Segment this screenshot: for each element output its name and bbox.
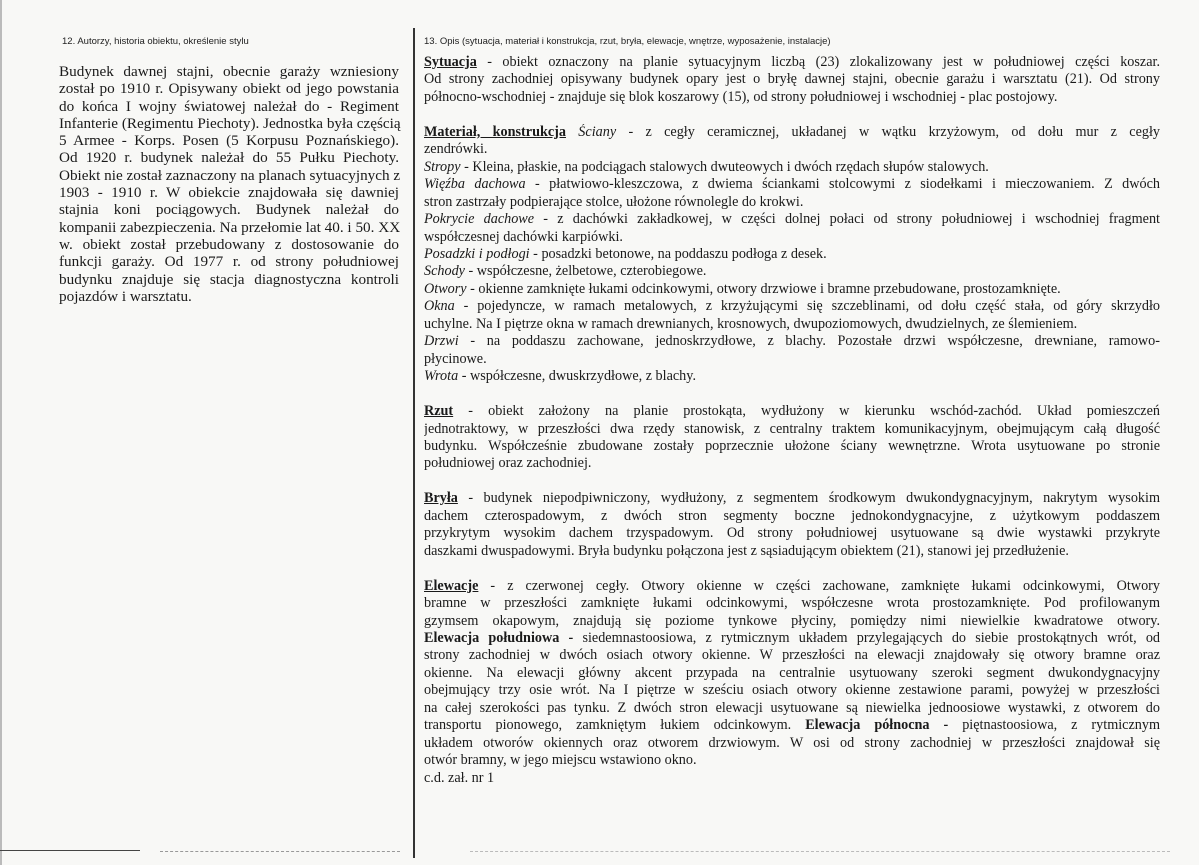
text-line [424,298,1160,315]
elevation-label: Elewacja północna - [805,717,949,734]
text-segment: jednotraktowy, w przeszłości dwa rzędy stanowisk, z centralny traktem komunikacyjnym, obejmującym całą długość [424,420,1160,437]
text-line: stajnia koni pociągowych. Budynek należał do [59,201,399,219]
text-line [424,700,1160,717]
text-segment: c.d. zał. nr 1 [424,769,495,786]
text-segment: gzymsem okapowym, znajdują się poziome tynkowe płyciny, pomiędzy nimi niewielkie kwadratowe otwory. [424,612,1160,629]
text-segment: - posadzki betonowe, na poddaszu podłoga z desek. [529,245,827,262]
text-line [424,630,1160,647]
text-line [424,333,1160,350]
text-line [424,438,1160,455]
text-segment: daszkami dwuspadowymi. Bryła budynku połączona jest z sąsiadującym obiektem (21), stanowi jej przedłużenie. [424,542,1069,559]
description-text [424,54,1160,787]
text-segment: strony zachodniej w dwóch osiach otwory okienne. W przeszłości na elewacji znajdowały się otwory bramne oraz [424,647,1160,664]
text-segment: otwór bramny, w jego miejscu wstawiono okno. [424,752,697,769]
text-line [424,578,1160,595]
text-line [424,717,1160,734]
text-line [424,316,1160,333]
text-line [424,124,1160,141]
text-line: został po 1910 r. Opisywany obiekt od jego powstania [59,80,399,98]
text-line [424,490,1160,507]
text-segment: - okienne zamknięte łukami odcinkowymi, otwory drzwiowe i bramne przebudowane, prostozamknięte. [466,280,1061,297]
text-segment: zendrówki. [424,141,488,158]
text-segment: - z cegły ceramicznej, układanej w wątku krzyżowym, od dołu mur z cegły [616,123,1160,140]
element-label: Okna [424,298,455,315]
text-line: budynku znajduje się stacja diagnostyczna kontroli [59,270,399,288]
bottom-rule-dashed [160,851,400,852]
text-segment: piętnastoosiowa, z rytmicznym [948,717,1160,734]
text-segment [566,124,578,140]
text-segment: północno-wschodniej - znajduje się blok koszarowy (15), od strony południowej i wschodniej - plac postojowy. [424,88,1058,105]
section-heading: Bryła [424,490,458,507]
text-line [424,665,1160,682]
blank-line [424,106,1160,123]
text-segment: Od strony zachodniej opisywany budynek opary jest o bryłę dawnej stajni, obecnie garażu i warsztatu (21). Od strony [424,71,1160,88]
section-heading: Materiał, konstrukcja [424,123,566,140]
text-segment: płycinowe. [424,350,487,367]
text-segment: - na poddaszu zachowane, jednoskrzydłowe, z blachy. Pozostałe drzwi współczesne, drewniane, ramowo- [458,333,1160,350]
element-label: Wrota [424,368,459,385]
text-segment: - z czerwonej cegły. Otwory okienne w części zachowane, zamknięte łukami odcinkowymi, Otwory [478,577,1160,594]
text-line: kompanii zabezpieczenia. Na przełomie lat 40. i 50. XX [59,218,401,236]
text-line: pojazdów i warsztatu. [59,287,192,305]
history-text [59,63,399,305]
text-segment: - płatwiowo-kleszczowa, z dwiema ściankami stolcowymi z siodełkami i mieczowaniem. Z dwóch [525,176,1160,193]
blank-line [424,386,1160,403]
text-line [424,176,1160,193]
element-label: Otwory [424,280,467,297]
text-line [424,682,1160,699]
text-line [424,194,1160,211]
text-segment: przykrytym wysokim dachem trzyspadowym. Od strony południowej usytuowane są dwie wystawki przykryte [424,525,1160,542]
text-segment: - Kleina, płaskie, na podciągach stalowych dwuteowych i dwóch rzędach słupów stalowych. [460,158,989,175]
text-line [424,54,1160,71]
text-line [424,403,1160,420]
text-segment: budynku. Współcześnie zbudowane zostały poprzecznie ułożone ściany wewnętrzne. Wrota usytuowane po stronie [424,437,1160,454]
text-line [424,752,1160,769]
text-segment: - współczesne, żelbetowe, czterobiegowe. [464,263,707,280]
element-label: Więźba dachowa [424,176,526,193]
text-line [424,351,1160,368]
element-label: Ściany [578,123,617,140]
text-line [424,159,1160,176]
text-line [424,368,1160,385]
element-label: Schody [424,263,465,280]
text-segment: - współczesne, dwuskrzydłowe, z blachy. [458,368,696,385]
text-line [424,263,1160,280]
text-line [424,543,1160,560]
text-line [424,508,1160,525]
text-segment: - budynek niepodpiwniczony, wydłużony, z segmentem środkowym dwukondygnacyjnym, nakrytym wysokim [457,490,1160,507]
column-divider [413,28,415,858]
text-segment: bramne w przeszłości zamknięte łukami odcinkowymi, współczesne wrota prostozamknięte. Pod profilowanym [424,595,1160,612]
text-line [424,141,1160,158]
text-line [424,281,1160,298]
text-line [424,595,1160,612]
text-segment: uchylne. Na I piętrze okna w ramach drewnianych, krosnowych, dwupoziomowych, dwudzielnych, ze ślemieniem. [424,315,1078,332]
bottom-rule [0,850,140,851]
text-segment: na całej szerokości pas tynku. Z dwóch stron elewacji usytuowane są niewielka jednoosiowe wystawki, z otworem do [424,699,1160,716]
text-segment: dachem czterospadowym, z dwóch stron segmenty boczne jednokondygnacyjne, z użytkowym poddaszem [424,507,1160,524]
text-segment: współczesnej dachówki karpiówki. [424,228,623,245]
text-line: Infanterie (Regimentu Piechoty). Jednostka była częścią [59,114,401,132]
section-heading: Sytuacja [424,54,477,70]
text-line [424,735,1160,752]
text-segment: południowej oraz zachodniej. [424,455,592,472]
element-label: Stropy [424,158,461,175]
text-line [424,647,1160,664]
text-segment: układem otworów okiennych oraz otworem drzwiowym. W osi od strony zachodniej w przeszłości znajdował się [424,734,1160,751]
blank-line [424,560,1160,577]
text-segment: - z dachówki zakładkowej, w części dolnej połaci od strony południowej i wschodniej fragment [534,211,1160,228]
element-label: Drzwi [424,333,459,350]
text-line [424,229,1160,246]
blank-line [424,473,1160,490]
bottom-rule-dashed-right [470,851,1170,852]
text-segment: - pojedyncze, w ramach metalowych, z krzyżującymi się szczeblinami, od dołu część stała, od góry skrzydło [454,298,1160,315]
text-segment: stron zastrzały podpierające stolce, ułożone równolegle do krokwi. [424,193,804,210]
text-line [424,421,1160,438]
text-line: funkcji garaży. Od 1977 r. od strony południowej [59,253,399,271]
text-segment: - obiekt założony na planie prostokąta, wydłużony w kierunku wschód-zachód. Układ pomieszczeń [453,403,1160,420]
text-segment: siedemnastoosiowa, z rytmicznym układem przylegających do siebie prostokątnych wrót, od [573,629,1160,646]
text-line [424,89,1160,106]
text-line: do końca I wojny światowej należał do - Regiment [59,97,399,115]
text-line [424,455,1160,472]
element-label: Pokrycie dachowe [424,211,535,228]
section-heading: Elewacje [424,577,479,594]
elevation-label: Elewacja południowa - [424,629,574,646]
text-line: 1903 - 1910 r. W obiekcie znajdowała się dawniej [59,184,399,202]
text-segment: transportu pionowego, zamkniętym łukiem odcinkowym. [424,717,806,734]
text-line [424,246,1160,263]
text-segment: okienne. Na elewacji główny akcent przypada na centralnie usytuowany szeroki segment dwukondygnacyjny [424,664,1160,681]
text-line: w. obiekt został przebudowany z dostosowanie do [59,235,399,253]
text-segment: - obiekt oznaczony na planie sytuacyjnym liczbą (23) zlokalizowany jest w południowej części koszar. [476,54,1160,70]
section-heading: Rzut [424,403,454,420]
text-line [424,71,1160,88]
text-segment: obejmujący trzy osie wrót. Na I piętrze w sześciu osiach otwory okienne zestawione parami, powyżej w przeszłości [424,682,1160,699]
text-line: Od 1920 r. budynek należał do 55 Pułku Piechoty. [59,149,399,167]
section-12-header: 12. Autorzy, historia obiektu, określenie stylu [62,36,249,47]
section-13-header: 13. Opis (sytuacja, materiał i konstrukcja, rzut, bryła, elewacje, wnętrze, wyposażenie, instalacje) [424,36,831,47]
text-line [424,613,1160,630]
text-line: Budynek dawnej stajni, obecnie garaży wzniesiony [59,63,399,80]
element-label: Posadzki i podłogi [424,245,530,262]
text-line: 5 Armee - Korps. Posen (5 Korpusu Poznańskiego). [59,132,399,150]
text-line [424,770,1160,787]
scan-edge [0,0,2,865]
text-line [424,525,1160,542]
text-line [424,211,1160,228]
text-line: Obiekt nie został zaznaczony na planach sytuacyjnych z [59,166,401,184]
